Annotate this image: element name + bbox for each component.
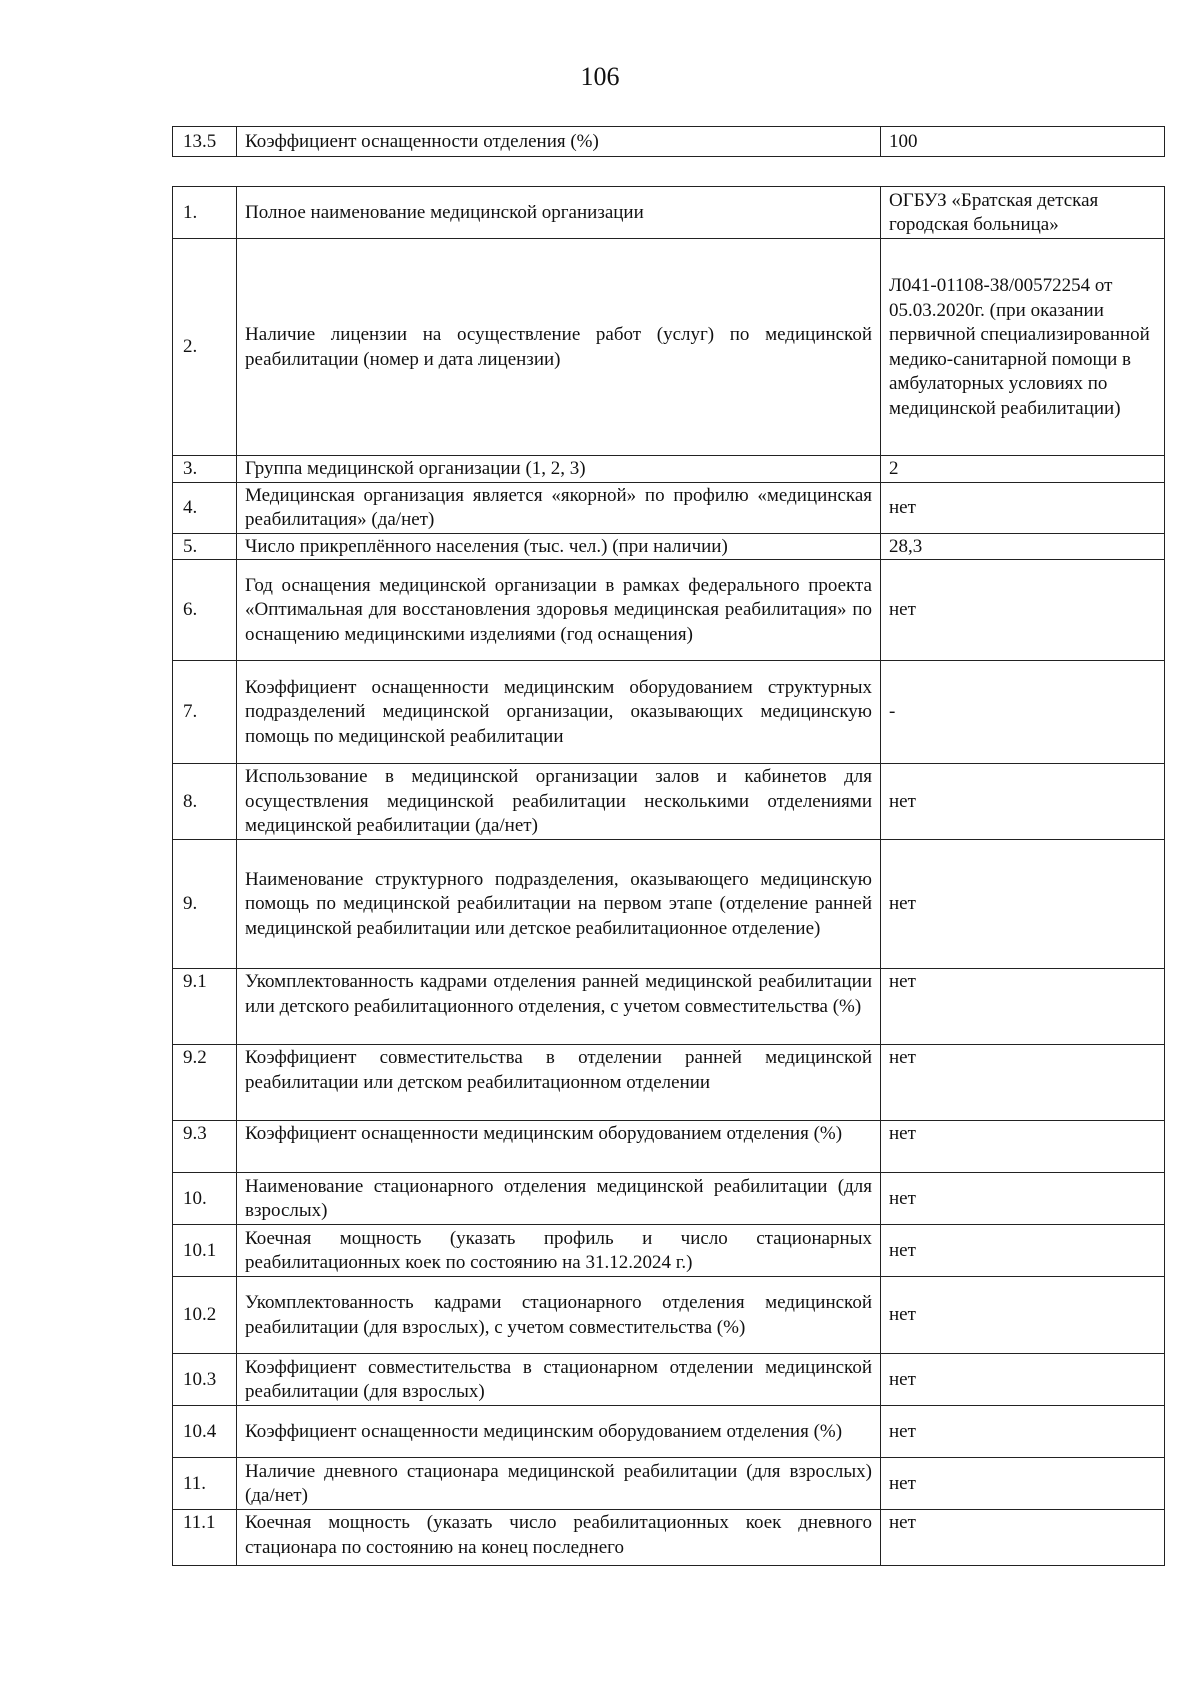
row-value: нет	[881, 1458, 1165, 1510]
row-description: Коечная мощность (указать число реабилитационных коек дневного стационара по состоянию на конец последнего	[237, 1510, 881, 1566]
row-value: 100	[881, 127, 1165, 157]
row-value: нет	[881, 1510, 1165, 1566]
row-description: Наименование стационарного отделения медицинской реабилитации (для взрослых)	[237, 1173, 881, 1225]
row-number: 6.	[173, 560, 237, 661]
row-value: -	[881, 661, 1165, 764]
row-value: нет	[881, 1225, 1165, 1277]
row-description: Коэффициент оснащенности отделения (%)	[237, 127, 881, 157]
table-row	[173, 1277, 1165, 1354]
table-row	[173, 533, 1165, 560]
table-row	[173, 764, 1165, 840]
row-number: 10.	[173, 1173, 237, 1225]
main-table	[172, 186, 1165, 1566]
row-description: Число прикреплённого населения (тыс. чел.) (при наличии)	[237, 533, 881, 560]
row-value: нет	[881, 1354, 1165, 1406]
row-value: ОГБУЗ «Братская детская городская больница»	[881, 187, 1165, 239]
row-number: 11.1	[173, 1510, 237, 1566]
row-description: Группа медицинской организации (1, 2, 3)	[237, 456, 881, 483]
row-description: Коэффициент оснащенности медицинским оборудованием отделения (%)	[237, 1406, 881, 1458]
row-description: Коэффициент оснащенности медицинским оборудованием отделения (%)	[237, 1121, 881, 1173]
row-number: 13.5	[173, 127, 237, 157]
table-row	[173, 969, 1165, 1045]
page-number: 106	[580, 62, 620, 91]
table-row	[173, 456, 1165, 483]
table-row	[173, 1225, 1165, 1277]
row-value: нет	[881, 764, 1165, 840]
row-description: Полное наименование медицинской организации	[237, 187, 881, 239]
row-number: 9.3	[173, 1121, 237, 1173]
table-row	[173, 482, 1165, 533]
table-row	[173, 239, 1165, 456]
row-number: 9.1	[173, 969, 237, 1045]
row-number: 10.2	[173, 1277, 237, 1354]
row-value: нет	[881, 1277, 1165, 1354]
row-description: Коэффициент совместительства в стационарном отделении медицинской реабилитации (для взрослых)	[237, 1354, 881, 1406]
row-number: 7.	[173, 661, 237, 764]
row-value: 28,3	[881, 533, 1165, 560]
table-row	[173, 840, 1165, 969]
row-number: 10.1	[173, 1225, 237, 1277]
row-number: 2.	[173, 239, 237, 456]
row-value: нет	[881, 840, 1165, 969]
row-value: нет	[881, 1173, 1165, 1225]
row-value: 2	[881, 456, 1165, 483]
table-row	[173, 1173, 1165, 1225]
row-description: Год оснащения медицинской организации в рамках федерального проекта «Оптимальная для восстановления здоровья медицинская реабилитация» по оснащению медицинскими изделиями (год оснащения)	[237, 560, 881, 661]
row-description: Укомплектованность кадрами отделения ранней медицинской реабилитации или детского реабилитационного отделения, с учетом совместительства (%)	[237, 969, 881, 1045]
row-value: Л041-01108-38/00572254 от 05.03.2020г. (при оказании первичной специализированной медико-санитарной помощи в амбулаторных условиях по медицинской реабилитации)	[881, 239, 1165, 456]
row-description: Укомплектованность кадрами стационарного отделения медицинской реабилитации (для взрослых), с учетом совместительства (%)	[237, 1277, 881, 1354]
table-row	[173, 661, 1165, 764]
table-row	[173, 187, 1165, 239]
table-row	[173, 1458, 1165, 1510]
row-number: 10.4	[173, 1406, 237, 1458]
row-description: Наименование структурного подразделения, оказывающего медицинскую помощь по медицинской реабилитации на первом этапе (отделение ранней медицинской реабилитации или детское реабилитационное отделение)	[237, 840, 881, 969]
table-row	[173, 127, 1165, 157]
table-row	[173, 1406, 1165, 1458]
table-row	[173, 560, 1165, 661]
row-number: 10.3	[173, 1354, 237, 1406]
row-value: нет	[881, 1045, 1165, 1121]
table-row	[173, 1045, 1165, 1121]
row-number: 4.	[173, 482, 237, 533]
row-value: нет	[881, 969, 1165, 1045]
row-description: Коечная мощность (указать профиль и число стационарных реабилитационных коек по состоянию на 31.12.2024 г.)	[237, 1225, 881, 1277]
row-number: 9.2	[173, 1045, 237, 1121]
row-number: 9.	[173, 840, 237, 969]
row-description: Коэффициент оснащенности медицинским оборудованием структурных подразделений медицинской организации, оказывающих медицинскую помощь по медицинской реабилитации	[237, 661, 881, 764]
table-row	[173, 1510, 1165, 1566]
row-value: нет	[881, 482, 1165, 533]
table-row	[173, 1121, 1165, 1173]
row-description: Медицинская организация является «якорной» по профилю «медицинская реабилитация» (да/нет)	[237, 482, 881, 533]
row-description: Наличие лицензии на осуществление работ (услуг) по медицинской реабилитации (номер и дата лицензии)	[237, 239, 881, 456]
row-description: Коэффициент совместительства в отделении ранней медицинской реабилитации или детском реабилитационном отделении	[237, 1045, 881, 1121]
table-row	[173, 1354, 1165, 1406]
row-description: Использование в медицинской организации залов и кабинетов для осуществления медицинской реабилитации несколькими отделениями медицинской реабилитации (да/нет)	[237, 764, 881, 840]
top-table	[172, 126, 1165, 157]
row-number: 8.	[173, 764, 237, 840]
row-number: 1.	[173, 187, 237, 239]
row-value: нет	[881, 560, 1165, 661]
row-value: нет	[881, 1121, 1165, 1173]
row-description: Наличие дневного стационара медицинской реабилитации (для взрослых) (да/нет)	[237, 1458, 881, 1510]
row-number: 5.	[173, 533, 237, 560]
row-number: 11.	[173, 1458, 237, 1510]
row-value: нет	[881, 1406, 1165, 1458]
row-number: 3.	[173, 456, 237, 483]
